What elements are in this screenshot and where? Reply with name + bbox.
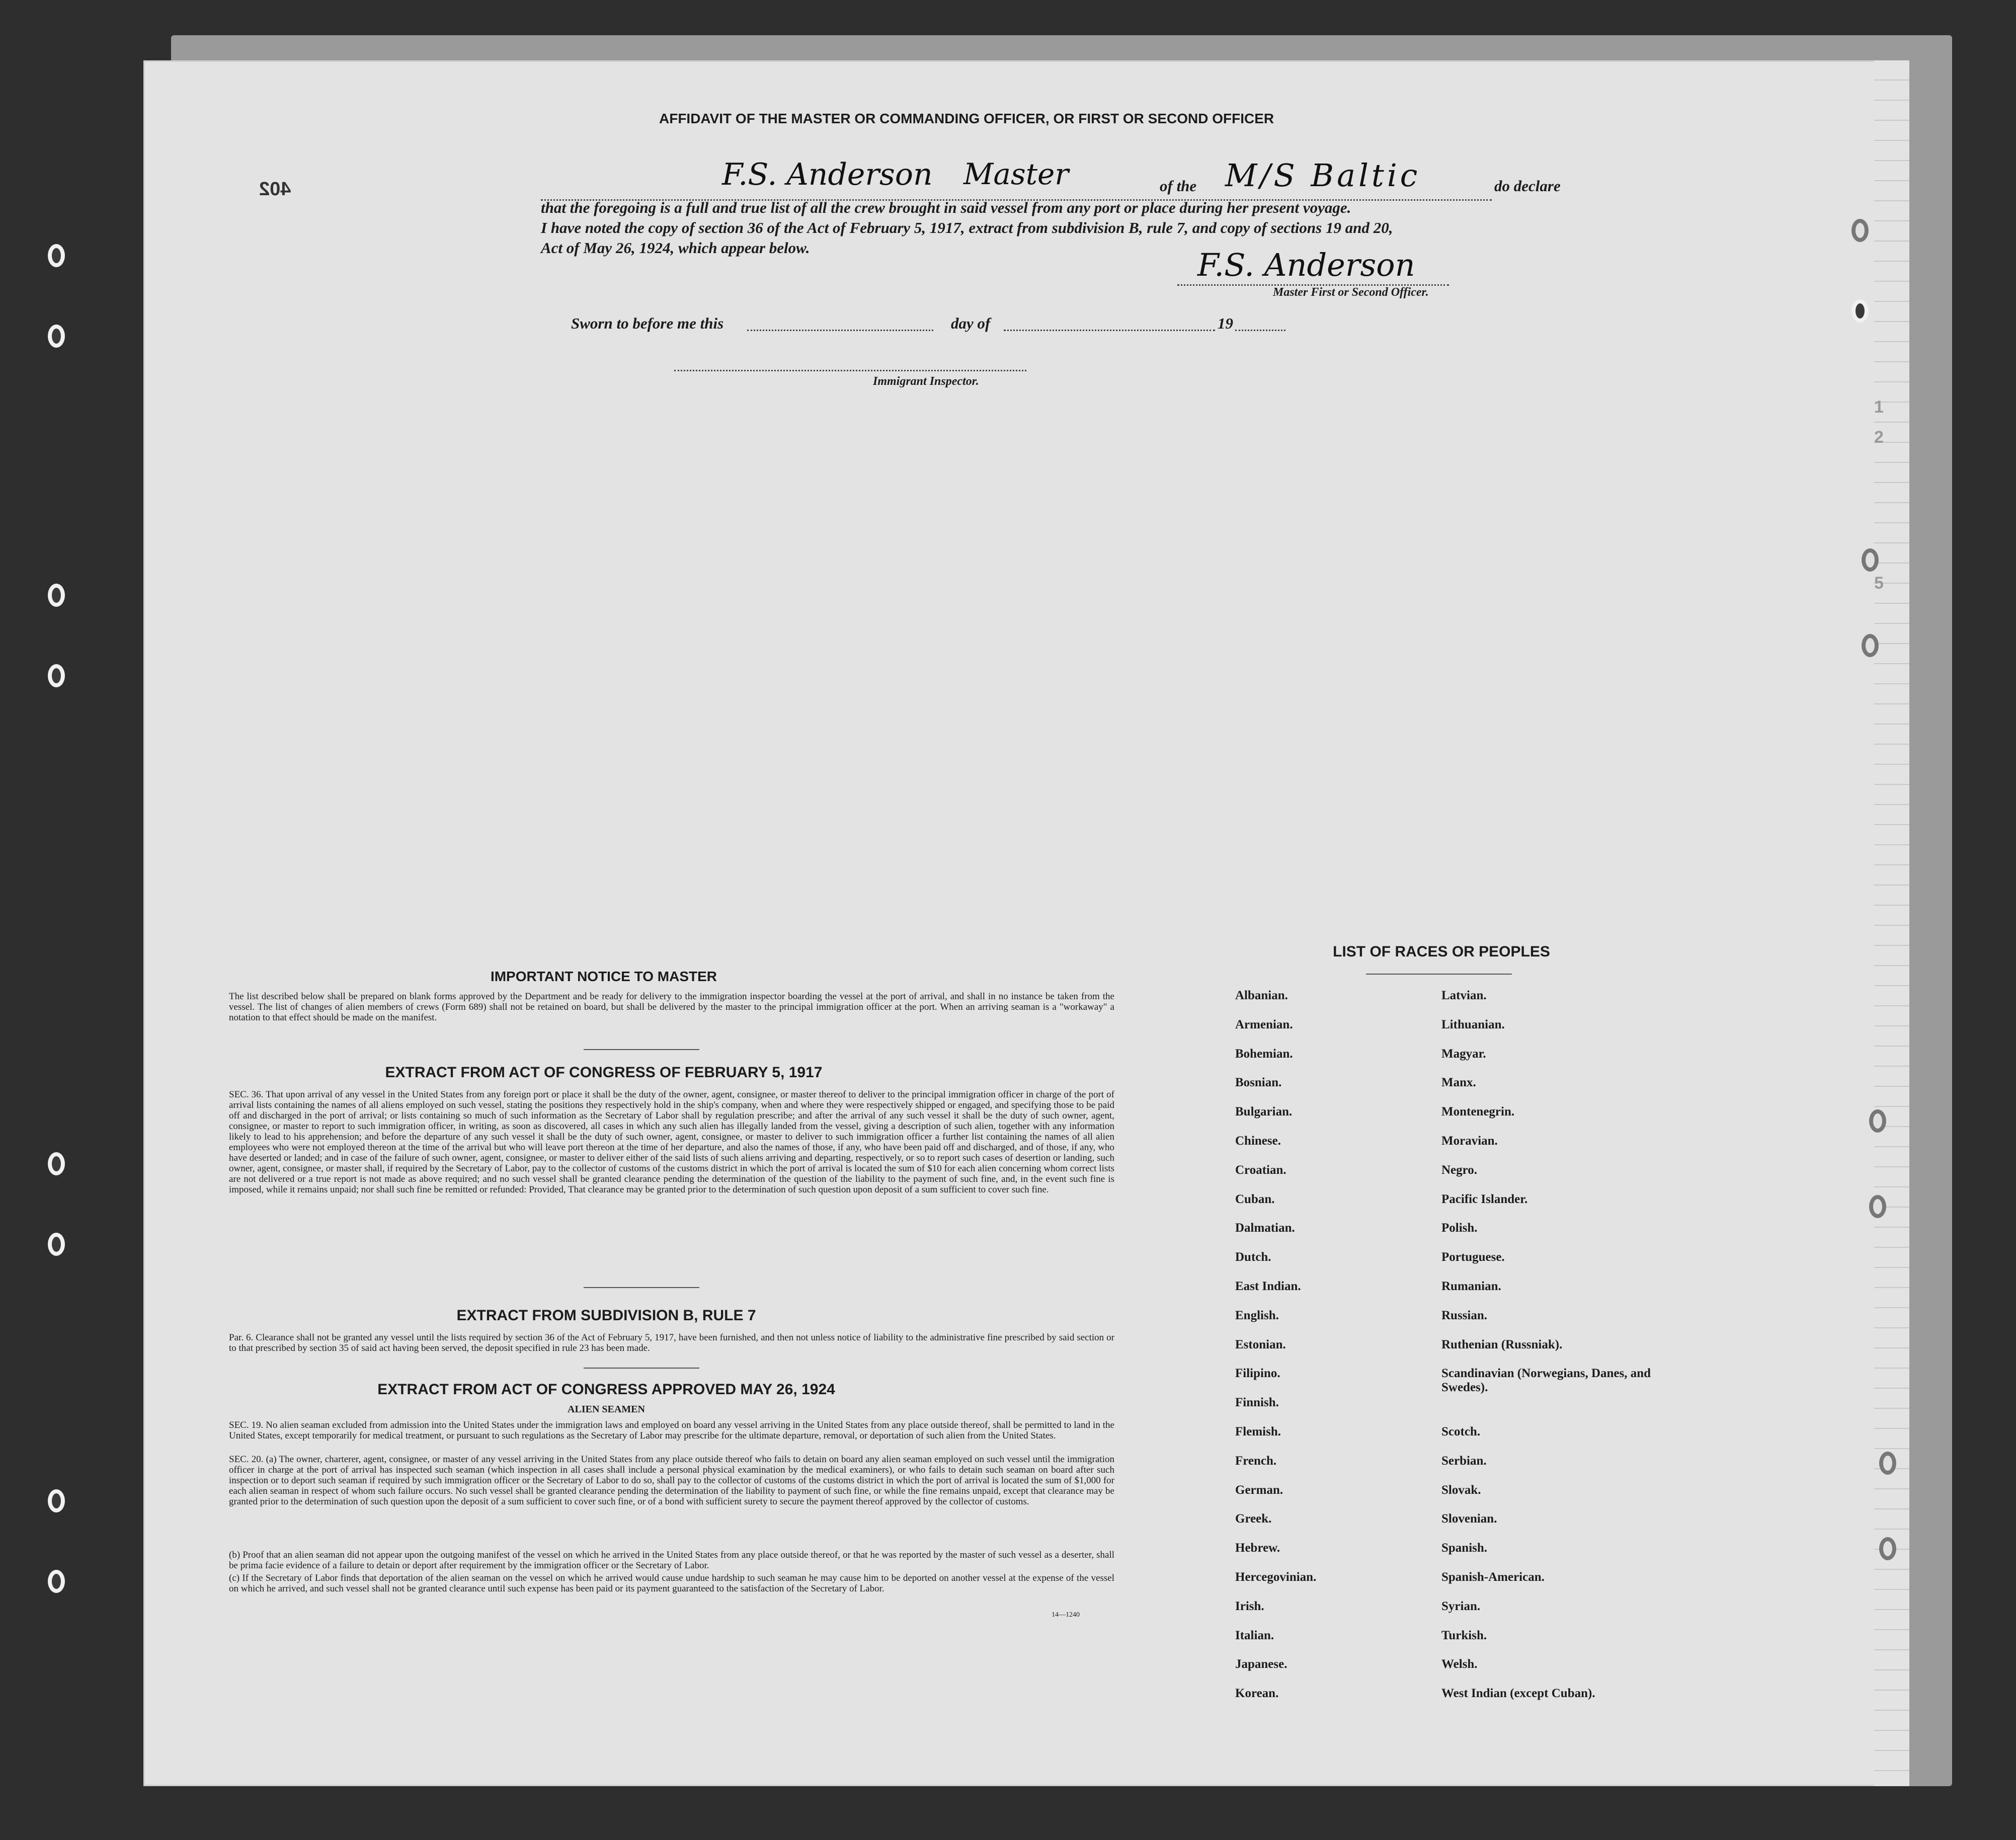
punch-hole	[48, 1570, 65, 1593]
punch-hole	[1862, 634, 1879, 657]
alien-seamen-subtitle: ALIEN SEAMEN	[568, 1404, 645, 1415]
act-1924-sec-19: SEC. 19. No alien seaman excluded from admission into the United States under the immigration laws and employed on board any vessel arriving in the United States from any place outside thereof, shall be permitted to land in the United States, except temporarily for medical treatment, or pursuant to such regulations as the Secretary of Labor may prescribe for the ultimate departure, removal, or deportation of such alien from the United States.	[229, 1420, 1114, 1441]
races-right-column	[1441, 989, 1683, 1716]
race-left-item: Bosnian.	[1235, 1076, 1282, 1090]
immigrant-inspector-caption: Immigrant Inspector.	[873, 375, 979, 388]
year-label: 19	[1218, 314, 1233, 332]
race-right-item: Rumanian.	[1441, 1279, 1501, 1293]
declare-label: do declare	[1494, 177, 1561, 195]
race-left-item: Irish.	[1235, 1599, 1264, 1613]
race-right-item: Syrian.	[1441, 1599, 1481, 1613]
punch-hole	[48, 1152, 65, 1175]
master-signature: F.S. Anderson	[1197, 247, 1415, 283]
race-left-item: Korean.	[1235, 1687, 1279, 1701]
race-left-item: Chinese.	[1235, 1134, 1281, 1148]
race-right-item: Lithuanian.	[1441, 1017, 1505, 1031]
form-number: 14—1240	[1052, 1611, 1080, 1619]
race-left-item: Hebrew.	[1235, 1541, 1280, 1555]
race-right-item: Scandinavian (Norwegians, Danes, and Swedes).	[1441, 1367, 1651, 1395]
race-right-item: Serbian.	[1441, 1454, 1487, 1468]
punch-hole	[1869, 1195, 1886, 1218]
race-right-item	[1441, 1396, 1683, 1425]
punch-hole	[1869, 1109, 1886, 1133]
race-left-item: French.	[1235, 1454, 1277, 1468]
race-left-item: Greek.	[1235, 1512, 1272, 1526]
race-right-item: Manx.	[1441, 1076, 1476, 1090]
race-left-item: Estonian.	[1235, 1337, 1286, 1351]
day-of-label: day of	[951, 314, 991, 332]
affidavit-line-4: Act of May 26, 1924, which appear below.	[541, 239, 810, 257]
punch-hole	[48, 1489, 65, 1512]
punch-hole	[1851, 299, 1869, 323]
affidavit-title: AFFIDAVIT OF THE MASTER OR COMMANDING OFFICER, OR FIRST OR SECOND OFFICER	[659, 111, 1274, 126]
punch-hole	[1862, 548, 1879, 572]
race-right-item: Scotch.	[1441, 1424, 1481, 1438]
race-right-item: West Indian (except Cuban).	[1441, 1687, 1595, 1701]
affidavit-line-2: that the foregoing is a full and true list of all the crew brought in said vessel from any port or place during her present voyage.	[541, 199, 1351, 216]
sworn-label: Sworn to before me this	[571, 314, 724, 332]
act-1924-title: EXTRACT FROM ACT OF CONGRESS APPROVED MAY 26, 1924	[377, 1381, 835, 1398]
race-right-item: Pacific Islander.	[1441, 1192, 1528, 1206]
act-1924-sec-20c: (c) If the Secretary of Labor finds that deportation of the alien seaman on the vessel on which he arrived would cause undue hardship to such seaman he may cause him to be deported on another vessel at the expense of the vessel on which he arrived, and such vessel shall not be granted clearance until such expense has been paid or its payment guaranteed to the satisfaction of the Secretary of Labor.	[229, 1573, 1114, 1594]
races-left-column	[1235, 989, 1426, 1716]
race-left-item: Finnish.	[1235, 1396, 1279, 1410]
punch-hole	[48, 1233, 65, 1256]
race-left-item: Dutch.	[1235, 1250, 1271, 1264]
punch-hole	[48, 664, 65, 687]
race-right-item: Spanish.	[1441, 1541, 1488, 1555]
race-left-item: Dalmatian.	[1235, 1221, 1295, 1235]
race-left-item: Cuban.	[1235, 1192, 1275, 1206]
race-left-item: German.	[1235, 1483, 1283, 1497]
page-stamp-number: 402	[259, 179, 291, 200]
races-title: LIST OF RACES OR PEOPLES	[1333, 943, 1550, 960]
race-right-item: Slovenian.	[1441, 1512, 1497, 1526]
race-left-item: Armenian.	[1235, 1017, 1293, 1031]
race-left-item: Filipino.	[1235, 1367, 1280, 1381]
race-left-item: Croatian.	[1235, 1163, 1286, 1177]
punch-hole	[48, 244, 65, 267]
race-left-item: Bulgarian.	[1235, 1105, 1293, 1119]
race-right-item: Turkish.	[1441, 1628, 1487, 1642]
punch-hole	[48, 325, 65, 348]
punch-hole	[48, 584, 65, 607]
race-left-item: Italian.	[1235, 1628, 1274, 1642]
race-left-item: Albanian.	[1235, 989, 1288, 1002]
sworn-line	[571, 314, 1376, 340]
notice-text: The list described below shall be prepared on blank forms approved by the Department and be ready for delivery to the immigration inspector boarding the vessel at the port of arrival, and shall in no instance be taken from the vessel. The list of changes of alien members of crews (Form 689) shall not be retained on board, but shall be delivered by the master to the principal immigration officer at the port. When an arriving seaman is a "workaway" a notation to that effect should be made on the manifest.	[229, 991, 1114, 1023]
race-right-item: Moravian.	[1441, 1134, 1498, 1148]
notice-title: IMPORTANT NOTICE TO MASTER	[490, 969, 717, 984]
race-left-item: Bohemian.	[1235, 1047, 1293, 1061]
master-name-signature: F.S. Anderson	[722, 157, 933, 192]
race-left-item: Hercegovinian.	[1235, 1570, 1317, 1584]
race-right-item: Latvian.	[1441, 989, 1487, 1002]
affidavit-line-3: I have noted the copy of section 36 of the Act of February 5, 1917, extract from subdivision B, rule 7, and copy of sections 19 and 20,	[541, 219, 1393, 236]
race-right-item: Portuguese.	[1441, 1250, 1505, 1264]
rule-7-text: Par. 6. Clearance shall not be granted any vessel until the lists required by section 36 of the Act of February 5, 1917, have been furnished, and then not unless notice of liability to the administrative fine prescribed by said section or to that prescribed by section 35 of said act having been served, the deposit specified in rule 23 has been made.	[229, 1332, 1114, 1353]
act-1924-sec-20b: (b) Proof that an alien seaman did not appear upon the outgoing manifest of the vessel on which he arrived in the United States from any place outside thereof, or that he was reported by the master of such vessel as a deserter, shall be prima facie evidence of a failure to detain or deport after requirement by the immigration officer or the Secretary of Labor.	[229, 1550, 1114, 1571]
vessel-name-handwritten: M/S Baltic	[1225, 157, 1421, 194]
race-right-item: Polish.	[1441, 1221, 1478, 1235]
race-right-item: Ruthenian (Russniak).	[1441, 1337, 1563, 1351]
race-left-item: Flemish.	[1235, 1424, 1281, 1438]
of-the-label: of the	[1160, 177, 1197, 195]
race-right-item: Negro.	[1441, 1163, 1478, 1177]
bleed-through-ruled-margin	[1874, 60, 1909, 1786]
rule-7-title: EXTRACT FROM SUBDIVISION B, RULE 7	[456, 1307, 756, 1324]
master-rank-handwritten: Master	[963, 157, 1069, 191]
act-1917-text: SEC. 36. That upon arrival of any vessel in the United States from any foreign port or place it shall be the duty of the owner, agent, consignee, or master thereof to deliver to the principal immigration officer in charge of the port of arrival lists containing the names of all aliens employed on such vessel, stating the positions they respectively hold in the ship's company, when and where they were respectively shipped or engaged, and specifying those to be paid off and discharged in the port of arrival; or lists containing so much of such information as the Secretary of Labor shall by regulation prescribe; and after the arrival of any such vessel it shall be the duty of such owner, agent, consignee, or master to report to such immigration officer, in writing, as soon as discovered, all cases in which any such alien has illegally landed from the vessel, giving a description of such alien, together with any information likely to lead to his apprehension; and before the departure of any such vessel it shall be the duty of such owner, agent, consignee, or master to deliver to such immigration officer a further list containing the names of all alien employees who were not employed thereon at the time of the arrival but who will leave port thereon at the time of her departure, and also the names of those, if any, who have been paid off and discharged, and of those, if any, who have deserted or landed; and in case of the failure of such owner, agent, consignee, or master to deliver either of the said lists of such aliens arriving and departing, respectively, or so to report such cases of desertion or landing, such owner, agent, consignee, or master shall, if required by the Secretary of Labor, pay to the collector of customs of the customs district in which the port of arrival is located the sum of $10 for each alien concerning whom correct lists are not delivered or a true report is not made as above required; and no such vessel shall be granted clearance pending the determination of the question of the liability to the payment of such fine, and, in the event such fine is imposed, while it remains unpaid; nor shall such fine be remitted or refunded: Provided, That clearance may be granted prior to the determination of such question upon deposit of a sum sufficient to cover such fine.	[229, 1089, 1114, 1195]
race-right-item: Montenegrin.	[1441, 1105, 1515, 1119]
race-left-item: Japanese.	[1235, 1657, 1287, 1671]
act-1924-sec-20a: SEC. 20. (a) The owner, charterer, agent, consignee, or master of any vessel arriving in the United States from any place outside thereof who fails to detain on board any alien seaman employed on such vessel until the immigration officer in charge at the port of arrival has inspected such seaman (which inspection in all cases shall include a personal physical examination by the medical examiners), or who fails to detain such seaman on board after such inspection or to deport such seaman if required by such immigration officer or the Secretary of Labor to do so, shall pay to the collector of customs of the customs district in which the port of arrival is located the sum of $1,000 for each alien seaman in respect of whom such failure occurs. No such vessel shall be granted clearance pending the determination of the liability to payment of such fine, or while the fine remains unpaid, except that clearance may be granted prior to the determination of such question upon the deposit of a sum sufficient to cover such fine, or of a bond with sufficient surety to secure the payment thereof approved by the collector of customs.	[229, 1454, 1114, 1507]
race-right-item: Magyar.	[1441, 1047, 1486, 1061]
race-right-item: Spanish-American.	[1441, 1570, 1545, 1584]
punch-hole	[1879, 1452, 1896, 1475]
race-left-item: East Indian.	[1235, 1279, 1301, 1293]
punch-hole	[1851, 219, 1869, 242]
punch-hole	[1879, 1537, 1896, 1560]
act-1917-title: EXTRACT FROM ACT OF CONGRESS OF FEBRUARY 5, 1917	[385, 1064, 823, 1081]
race-right-item: Welsh.	[1441, 1657, 1478, 1671]
race-right-item: Russian.	[1441, 1308, 1488, 1322]
race-left-item: English.	[1235, 1308, 1279, 1322]
race-right-item: Slovak.	[1441, 1483, 1481, 1497]
signature-caption: Master First or Second Officer.	[1273, 286, 1429, 299]
manifest-page: AFFIDAVIT OF THE MASTER OR COMMANDING OFFICER, OR FIRST OR SECOND OFFICER F.S. Anderson Master of the M/S Baltic do declare that the foregoing is a full and true list of all the crew brought in said vessel from any port or place during her present voyage. I have noted the copy of section 36 of the Act of February 5, 1917, extract from subdivision B, rule 7, and copy of sections 19 and 20, Act of May 26, 1924, which appear below. F.S. Anderson Master First or Second Officer. Sworn to before me this day of 19 Immigrant Inspector. 402 IMPORTANT NOTICE TO MASTER The list described below shall be prepared on blank forms approved by the Department and be ready for delivery to the immigration inspector boarding the vessel at the port of arrival, and shall in no instance be taken from the vessel. The list of changes of alien members of crews (Form 689) shall not be retained on board, but shall be delivered by the master to the principal immigration officer at the port. When an arriving seaman is a "workaway" a notation to that effect should be made on the manifest. EXTRACT FROM ACT OF CONGRESS OF FEBRUARY 5, 1917 SEC. 36. That upon arrival of any vessel in the United States from any foreign port or place it shall be the duty of the owner, agent, consignee, or master thereof to deliver to the principal immigration officer in charge of the port of arrival lists containing the names of all aliens employed on such vessel, stating the positions they respectively hold in the ship's company, when and where they were respectively shipped or engaged, and specifying those to be paid off and discharged in the port of arrival; or lists containing so much of such information as the Secretary of Labor shall by regulation prescribe; and after the arrival of any such vessel it shall be the duty of such owner, agent, consignee, or master to report to such immigration officer, in writing, as soon as discovered, all cases in which any such alien has illegally landed from the vessel, giving a description of such alien, together with any information likely to lead to his apprehension; and before the departure of any such vessel it shall be the duty of such owner, agent, consignee, or master to deliver to such immigration officer a further list containing the names of all alien employees who were not employed thereon at the time of the arrival but who will leave port thereon at the time of her departure, and also the names of those, if any, who have been paid off and discharged, and of those, if any, who have deserted or landed; and in case of the failure of such owner, agent, consignee, or master to deliver either of the said lists of such aliens arriving and departing, respectively, or so to report such cases of desertion or landing, such owner, agent, consignee, or master shall, if required by the Secretary of Labor, pay to the collector of customs of the customs district in which the port of arrival is located the sum of $10 for each alien concerning whom correct lists are not delivered or a true report is not made as above required; and no such vessel shall be granted clearance pending the determination of the question of the liability to the payment of such fine, and, in the event such fine is imposed, while it remains unpaid; nor shall such fine be remitted or refunded: Provided, That clearance may be granted prior to the determination of such question upon deposit of a sum sufficient to cover such fine. EXTRACT FROM SUBDIVISION B, RULE 7 Par. 6. Clearance shall not be granted any vessel until the lists required by section 36 of the Act of February 5, 1917, have been furnished, and then not unless notice of liability to the administrative fine prescribed by said section or to that prescribed by section 35 of said act having been served, the deposit specified in rule 23 has been made. EXTRACT FROM ACT OF CONGRESS APPROVED MAY 26, 1924 ALIEN SEAMEN SEC. 19. No alien seaman excluded from admission into the United States under the immigration laws and employed on board any vessel arriving in the United States from any place outside thereof, shall be permitted to land in the United States, except temporarily for medical treatment, or pursuant to such regulations as the Secretary of Labor may prescribe for the ultimate departure, removal, or deportation of such alien from the United States. SEC. 20. (a) The owner, charterer, agent, consignee, or master of any vessel arriving in the United States from any place outside thereof who fails to detain on board any alien seaman employed on such vessel until the immigration officer in charge at the port of arrival has inspected such seaman (which inspection in all cases shall include a personal physical examination by the medical examiners), or who fails to detain such seaman on board after such inspection or to deport such seaman if required by such immigration officer or the Secretary of Labor to do so, shall pay to the collector of customs of the customs district in which the port of arrival is located the sum of $1,000 for each alien seaman in respect of whom such failure occurs. No such vessel shall be granted clearance pending the determination of the liability to payment of such fine, or while the fine remains unpaid, except that clearance may be granted prior to the determination of such question upon the deposit of a sum sufficient to cover such fine, or of a bond with sufficient surety to secure the payment thereof approved by the collector of customs. (b) Proof that an alien seaman did not appear upon the outgoing manifest of the vessel on which he arrived in the United States from any place outside thereof, or that he was reported by the master of such vessel as a deserter, shall be prima facie evidence of a failure to detain or deport after requirement by the immigration officer or the Secretary of Labor. (c) If the Secretary of Labor finds that deportation of the alien seaman on the vessel on which he arrived would cause undue hardship to such seaman he may cause him to be deported on another vessel at the expense of the vessel on which he arrived, and such vessel shall not be granted clearance until such expense has been paid or its payment guaranteed to the satisfaction of the Secretary of Labor. 14—1240 LIST OF RACES OR PEOPLES Albanian. Armenian. Bohemian. Bosnian. Bulgarian. Chinese. Croatian. Cuban. Dalmatian. Dutch. East Indian. English. Estonian. Filipino. Finnish. Flemish. French. German. Greek. Hebrew. Hercegovinian. Irish. Italian. Japanese. Korean. Latvian. Lithuanian. Magyar. Manx. Montenegrin. Moravian. Negro. Pacific Islander. Polish. Portuguese. Rumanian. Russian. Ruthenian (Russniak). Scandinavian (Norwegians, Danes, and Swedes). Scotch. Serbian. Slovak. Slovenian. Spanish. Spanish-American. Syrian. Turkish. Welsh. West Indian (except Cuban). 1 2 5	[143, 60, 1909, 1786]
